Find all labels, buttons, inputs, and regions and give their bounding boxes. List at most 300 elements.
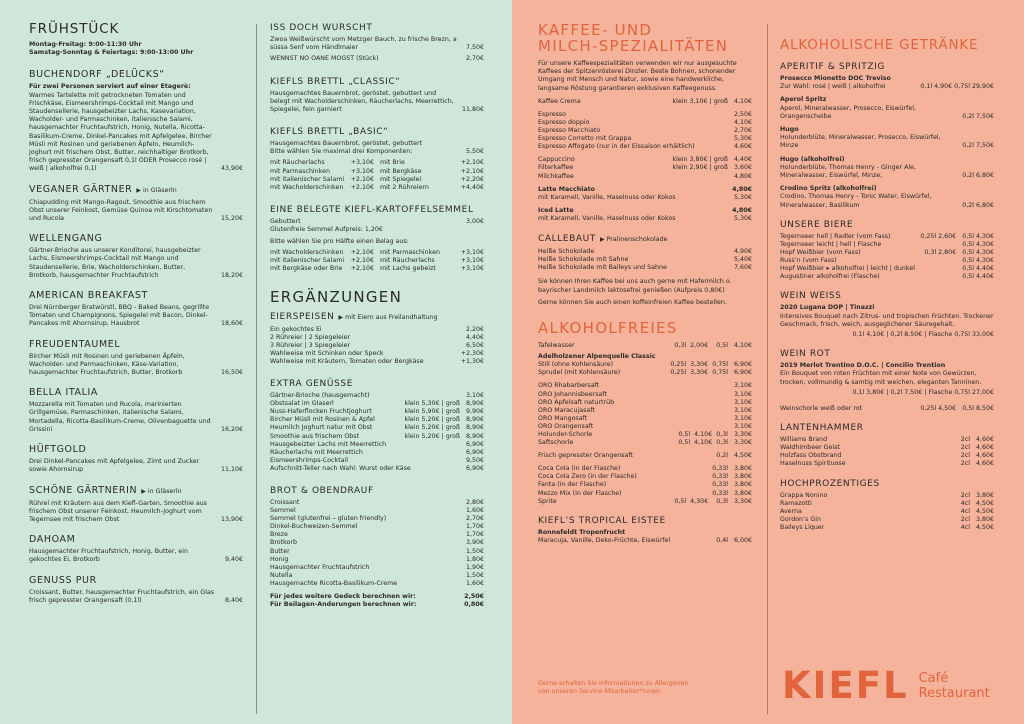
topping-right (380, 184, 484, 192)
topping-right (380, 159, 484, 167)
soft-row-cell: 0,33l (712, 481, 728, 489)
hoch-row-cell: Grappa Nonino (780, 491, 828, 499)
eier-row-cell: 3 Rühreier | 3 Spiegeleier (270, 341, 351, 349)
milk-row (538, 156, 752, 164)
breakfast-item-price: 13,90€ (220, 515, 243, 523)
water-row-cell: Sprudel (mit Kohlensäure) (538, 369, 621, 377)
extra-row-cell: Räucherlachs mit Meerrettich (270, 448, 363, 456)
bier-row-cell: Tegernseer hell | Radler (vom Fass) (780, 232, 891, 240)
alkohol-title: ALKOHOLISCHE GETRÄNKE (780, 37, 979, 53)
breakfast-item (29, 401, 243, 434)
topping-name: mit Parmaschinken (380, 249, 440, 257)
brot-row (270, 507, 484, 515)
hours-weekend: Samstag-Sonntag & Feiertags: 9:00-13:00 Uhr (29, 49, 194, 57)
breakfast-item-note (141, 488, 181, 495)
rot-desc: Ein Bouquet von roten Früchten mit einer Note von Gewürzen, trocken, vollmundig & samtig mit weichen, eleganten Tanninen. (780, 370, 982, 386)
classic-title: KIEFLS BRETTL „CLASSIC“ (270, 76, 401, 87)
semmel-buttered (270, 218, 484, 226)
breakfast-item-name: GENUSS PUR (29, 574, 97, 586)
orange-row (538, 452, 752, 460)
hoch-row-cell: Gordon’s Gin (780, 515, 821, 523)
aperitif-price: 0,2l 7,50€ (962, 142, 994, 150)
sprite-size1: 0,5l (674, 497, 687, 505)
lantern-row-cell: 4,60€ (975, 436, 994, 444)
sprite-row (538, 498, 752, 506)
aperitif-desc: Zur Wahl: rosé | weiß | alkoholfrei (780, 83, 886, 91)
brot-row (270, 531, 484, 539)
aperitif-name: Hugo (alkoholfrei) (780, 155, 845, 163)
topping-left (270, 249, 374, 257)
espresso-row (538, 143, 752, 151)
topping-price: +2,10€ (460, 159, 484, 167)
lantern-row-cell: 2cl (960, 452, 970, 460)
breakfast-item-desc: Drei Nürnberger Bratwürstl, BBQ - Baked Beans, gegrillte Tomaten und Champignons, Spiegelei mit Bacon, Dinkel-Pancakes mit Ahornsirup, Hausbrot (29, 304, 210, 328)
breakfast-item-title (29, 339, 243, 351)
topping-price: +2,10€ (350, 183, 374, 191)
eier-row (270, 334, 484, 342)
bier-row (780, 233, 994, 241)
espresso-row-cell: 5,30€ (733, 135, 752, 143)
eier-row-cell: Wahlweise mit Kräutern, Tomaten oder Bergkäse (270, 357, 424, 365)
breakfast-item-desc: Mozzarella mit Tomaten und Rucola, marinierten Grillgemüse, Parmaschinken, italienische Salami, Mortadella, Ricotta-Basilikum-Creme, Olivenbaguette und Grissini (29, 401, 211, 433)
brot-row-cell: 2,80€ (465, 498, 484, 506)
logo-restaurant: Restaurant (918, 686, 990, 701)
aperitif-item (780, 193, 994, 209)
orange-size: 0,2l (716, 452, 728, 460)
classic-desc: Hausgemachtes Bauernbrot, geröstet, gebuttert und belegt mit Wacholderschinken, Räucherlachs, Meerrettich, Spiegelei, fein garniert (270, 89, 454, 113)
bier-row (780, 241, 994, 249)
hoch-row (780, 508, 994, 516)
iss-price: 7,50€ (465, 44, 484, 52)
arrow-right-icon: ▶ (599, 236, 605, 244)
aperitif-desc: Holunderblüte, Mineralwasser, Prosecco, Eiswürfel, Minze (780, 134, 941, 150)
milk-row (538, 173, 752, 181)
lantern-row (780, 444, 994, 452)
bier-row-cell: Hopf Weißbier ▸ alkoholfrei | leicht | dunkel (780, 265, 915, 273)
espresso-row (538, 135, 752, 143)
latte-flavour-row (538, 215, 752, 223)
tee-price: 6,00€ (733, 536, 752, 544)
hoch-row-cell: Averna (780, 507, 802, 515)
milk-row-cell: Filterkaffee (538, 164, 574, 172)
choc-row-cell: 5,40€ (733, 256, 752, 264)
breakfast-item-title (29, 184, 243, 197)
milk-row-cell: 3,60€ (733, 164, 752, 172)
schorle-row-cell: 3,30€ (733, 439, 752, 447)
extra-row-cell: Eismeershrimps-Cocktail (270, 456, 348, 464)
choc-row (538, 256, 752, 264)
brot-row-cell: Croissant (270, 498, 300, 506)
choc-row (538, 248, 752, 256)
breakfast-item (29, 548, 243, 564)
aperitif-desc: Aperol, Mineralwasser, Prosecco, Eiswürfel, Orangenscheibe (780, 104, 917, 120)
oro-row-cell: ORO Mangosaft (538, 414, 588, 422)
crema-row (538, 98, 752, 106)
breakfast-item-price: 9,40€ (224, 556, 243, 564)
basic-intro-row (270, 148, 484, 156)
eier-note (339, 314, 438, 321)
weinschorle-label: Weinschorle weiß oder rot (780, 405, 863, 413)
brot-row (270, 515, 484, 523)
brot-title: BROT & OBENDRAUF (270, 485, 374, 496)
brot-row-cell: 1,70€ (465, 531, 484, 539)
soft-row-cell: 0,33l (712, 473, 728, 481)
milk-row-cell: Milchkaffee (538, 172, 574, 180)
hoch-row (780, 516, 994, 524)
breakfast-item-name: SCHÖNE GÄRTNERIN (29, 484, 138, 496)
extra-row (270, 465, 484, 473)
brot-row-cell: Brotkorb (270, 539, 297, 547)
brot-row-cell: Dinkel-Buchweizen-Semmel (270, 523, 358, 531)
breakfast-item-desc: Gärtner-Brioche aus unserer Konditorei, hausgebeizter Lachs, Eismeershrimps-Cocktail mit Mango und Staudensellerie, Brie, Wacholderschinken, Butter, Brotkorb, hausgemachter Fruchtaufstrich (29, 247, 201, 279)
oro-row-cell: ORO Johannisbeersaft (538, 390, 607, 398)
callebaut-note-text: Pralinenschokolade (606, 236, 668, 244)
breakfast-item (29, 353, 243, 378)
topping-name: mit Parmaschinken (270, 167, 330, 175)
basic-price: 5,50€ (465, 148, 484, 156)
oro-row-cell: 3,10€ (733, 414, 752, 422)
breakfast-item (29, 199, 243, 224)
kaffee-title-line2: MILCH-SPEZIALITÄTEN (538, 37, 729, 55)
hoch-row-cell: 3,80€ (975, 515, 994, 523)
extra-row-cell: Bircher Müsli mit Rosinen & Äpfel (270, 416, 375, 424)
oro-row (538, 399, 752, 407)
tafel-label: Tafelwasser (538, 341, 575, 349)
gedeck-row-cell: Für Beilagen-Änderungen berechnen wir: (270, 601, 417, 609)
breakfast-item-name: FREUDENTAUMEL (29, 338, 121, 350)
eier-row-cell: Wahlweise mit Schinken oder Speck (270, 349, 384, 357)
biere-title: UNSERE BIERE (780, 219, 854, 230)
brot-row-cell: 1,60€ (465, 579, 484, 587)
rot-title: WEIN ROT (780, 349, 831, 360)
callebaut-title (538, 233, 752, 246)
brot-row-cell: Hausgemachte Ricotta-Basilikum-Creme (270, 579, 398, 587)
tafel-size1: 0,3l (674, 341, 687, 349)
weiss-desc: Intensives Bouquet nach Zitrus- und tropischen Früchten. Trockener Geschmack, frisch, weich, ausgeglichener Säuregehalt. (780, 312, 994, 328)
topping-price: +2,20€ (460, 175, 484, 183)
brettl-column (270, 22, 484, 609)
milk-row (538, 164, 752, 172)
aperitif-name: Aperol Spritz (780, 96, 827, 104)
choc-row-cell: 7,60€ (733, 264, 752, 272)
brot-row-cell: Semmel (270, 507, 296, 515)
allergen-line2: von unseren Service-Mitarbeiter*innen. (538, 688, 662, 695)
milk-row-cell: 4,80€ (733, 172, 752, 180)
tafel-size2: 0,5l (716, 341, 728, 349)
topping-name: mit Wacholderschinken (270, 249, 344, 257)
latte-flavour-price: 5,30€ (733, 214, 752, 222)
soft-row-cell: 3,80€ (733, 481, 752, 489)
topping-left (270, 176, 374, 184)
aperitif-item (780, 105, 994, 121)
topping-row (270, 159, 484, 167)
water-row-cell: 0,75l (712, 369, 728, 377)
breakfast-item-title (29, 534, 243, 546)
bier-row-cell: 0,5l 4,40€ (962, 273, 994, 281)
adelholzener: Adelholzener Alpenquelle Classic (538, 353, 656, 361)
brot-row-cell: Hausgemachter Fruchtaufstrich (270, 563, 370, 571)
breakfast-item-name: BELLA ITALIA (29, 387, 99, 399)
latte-row (538, 186, 752, 194)
extra-row (270, 400, 484, 408)
bier-row-cell: 0,5l 4,30€ (962, 240, 994, 248)
bier-row (780, 257, 994, 265)
tee-size: 0,4l (716, 536, 728, 544)
eier-row-cell: 2,20€ (465, 325, 484, 333)
breakfast-item-price: 15,20€ (220, 215, 243, 223)
extra-row-cell: 8,90€ (465, 432, 484, 440)
breakfast-item-note (136, 187, 176, 194)
soft-row-cell: 3,80€ (733, 465, 752, 473)
fruehstueck-column (29, 22, 243, 605)
hoch-row-cell: 4cl (960, 523, 970, 531)
extra-row (270, 457, 484, 465)
lantern-row-cell: Holzfass Obstbrand (780, 452, 842, 460)
alkfrei-title: ALKOHOLFREIES (538, 318, 678, 337)
eier-row-cell: Ein gekochtes Ei (270, 325, 322, 333)
oro-row (538, 407, 752, 415)
oro-row (538, 382, 752, 390)
espresso-row (538, 111, 752, 119)
sprite-price2: 3,30€ (733, 497, 752, 505)
topping-left (270, 159, 374, 167)
soft-row-cell: Mezzo Mix (in der Flasche) (538, 489, 622, 497)
tee-name: Ronnefeldt Tropenfrucht (538, 528, 626, 536)
brot-row-cell: 1,80€ (465, 555, 484, 563)
aperitif-price: 0,2l 6,80€ (962, 172, 994, 180)
brot-row-cell: 1,70€ (465, 523, 484, 531)
tafel-price1: 2,00€ (690, 341, 709, 349)
lantern-row-cell: 2cl (960, 436, 970, 444)
brot-row (270, 564, 484, 572)
breakfast-item-price: 8,40€ (224, 596, 243, 604)
schorle-row (538, 431, 752, 439)
lantern-row (780, 452, 994, 460)
latte-flavour: mit Karamell, Vanille, Haselnuss oder Kokos (538, 193, 676, 201)
topping-right (380, 265, 484, 273)
milk-row-cell: klein 2,90€ | groß (672, 164, 728, 172)
topping-price: +3,10€ (460, 249, 484, 257)
breakfast-item-price: 11,10€ (220, 466, 243, 474)
arrow-right-icon: ▶ (338, 313, 344, 321)
extra-row-cell: Heumilch Joghurt natur mit Obst (270, 424, 373, 432)
bier-row-cell: 0,25l 2,60€ (920, 232, 957, 240)
breakfast-item-name: AMERICAN BREAKFAST (29, 290, 148, 302)
iss-item (270, 36, 484, 52)
lantern-row-cell: 2cl (960, 444, 970, 452)
bier-row-cell: 0,5l 4,30€ (962, 232, 994, 240)
brot-row-cell: 1,50€ (465, 547, 484, 555)
schorle-row-cell: 0,3l (716, 439, 728, 447)
schorle-row-cell: 0,5l (678, 439, 691, 447)
topping-row (270, 168, 484, 176)
espresso-row-cell: 2,70€ (733, 127, 752, 135)
milk-row-cell: 4,40€ (733, 156, 752, 164)
soft-row (538, 490, 752, 498)
eier-row-cell: 2 Rühreier | 2 Spiegeleier (270, 333, 351, 341)
gedeck-row-cell: 2,50€ (464, 593, 484, 600)
latte-flavour-price: 5,30€ (733, 193, 752, 201)
bier-row (780, 273, 994, 281)
lantern-row-cell: Haselnuss Spirituose (780, 460, 846, 468)
semmel-glutenfree: Glutenfreie Semmel Aufpreis: 1,20€ (270, 225, 383, 233)
breakfast-item-price: 16,50€ (220, 369, 243, 377)
hoch-row-cell: 3,80€ (975, 491, 994, 499)
extra-row (270, 392, 484, 400)
brot-row-cell: 1,60€ (465, 507, 484, 515)
allergen-line1: Gerne erhalten Sie Informationen zu Allergenen (538, 680, 689, 687)
espresso-row (538, 119, 752, 127)
schorle-row-cell: 3,30€ (733, 430, 752, 438)
schorle-row (538, 439, 752, 447)
gedeck-row-cell: 0,80€ (464, 601, 484, 609)
topping-left (270, 265, 374, 273)
eier-row-cell: +1,30€ (460, 357, 484, 365)
soft-row (538, 465, 752, 473)
topping-name: mit 2 Rühreiern (380, 183, 429, 191)
lantern-row-cell: 4,60€ (975, 460, 994, 468)
topping-row (270, 265, 484, 273)
logo-wordmark: KIEFL (782, 664, 909, 707)
topping-price: +4,40€ (460, 183, 484, 191)
tafel-price2: 4,10€ (733, 341, 752, 349)
breakfast-item-title (29, 387, 243, 399)
aperitif-name: Crodino Spritz (alkoholfrei) (780, 185, 877, 193)
bier-row (780, 249, 994, 257)
eier-row-cell: +2,30€ (460, 349, 484, 357)
breakfast-item (29, 589, 243, 605)
rot-name: 2019 Merlot Trentino D.O.C. | Concilio Trention (780, 362, 946, 370)
eier-row (270, 350, 484, 358)
extra-row-cell: Hausgebeizter Lachs mit Meerrettich (270, 440, 387, 448)
extra-row-cell: 6,90€ (465, 448, 484, 456)
lantern-row-cell: Williams Brand (780, 436, 828, 444)
extra-row-cell: 3,10€ (465, 392, 484, 400)
brot-row-cell: Honig (270, 555, 289, 563)
lantern-title: LANTENHAMMER (780, 423, 864, 434)
brot-row (270, 556, 484, 564)
topping-price: +2,10€ (350, 265, 374, 273)
breakfast-item-note-text: in Gläserln (147, 487, 182, 495)
espresso-row-cell: Espresso Macchiato (538, 127, 601, 135)
lantern-row-cell: Waldhimbeer Geist (780, 444, 840, 452)
latte-price: 4,80€ (732, 185, 752, 193)
topping-right (380, 168, 484, 176)
topping-price: +2,10€ (460, 167, 484, 175)
gedeck-row (270, 593, 484, 601)
allergen-note (538, 680, 738, 696)
aperitif-name: Prosecco Mionetto DOC Treviso (780, 75, 891, 82)
aperitif-desc: Crodino, Thomas Henry - Tonic Water, Eiswürfel, Mineralwasser, Basilikum (780, 193, 932, 209)
hoch-row-cell: 2cl (960, 491, 970, 499)
espresso-row-cell: Espresso Affogato (nur in der Eissaison erhältlich) (538, 143, 695, 151)
lantern-row-cell: 4,60€ (975, 444, 994, 452)
extra-title: EXTRA GENÜSSE (270, 379, 353, 390)
schorle-row-cell: 0,3l (716, 430, 728, 438)
topping-name: mit Brie (380, 159, 405, 167)
lantern-row-cell: 4,60€ (975, 452, 994, 460)
water-row-cell: 6,90€ (733, 361, 752, 369)
arrow-right-icon: ▶ (136, 186, 141, 194)
choc-row-cell: 4,90€ (733, 248, 752, 256)
oro-row (538, 415, 752, 423)
basic-intro: Bitte wählen Sie maximal drei Komponenten: (270, 148, 413, 156)
kaffee-column (538, 22, 752, 545)
bier-row-cell: 0,3l 2,80€ (924, 249, 957, 257)
eier-title-text: EIERSPEISEN (270, 311, 335, 322)
soft-row-cell: Coca Cola (in der Flasche) (538, 465, 621, 473)
latte-flavour: mit Karamell, Vanille, Haselnuss oder Kokos (538, 214, 676, 222)
schorle-row-cell: 4,10€ (694, 430, 713, 438)
breakfast-item (29, 458, 243, 474)
aperitif-price: 0,2l 6,80€ (962, 201, 994, 209)
breakfast-item-name: WELLENGANG (29, 233, 103, 245)
callebaut-title-text: CALLEBAUT (538, 234, 596, 245)
iss-desc: Zwoa Weißwürscht vom Metzger Bauch, zu frische Brezn, a süssa Senf vom Händlmaier (270, 36, 457, 52)
breakfast-item-note-text: in Gläserln (143, 186, 177, 194)
semmel-intro: Bitte wählen Sie pro Hälfte einen Belag aus: (270, 238, 409, 246)
tee-title: KIEFL’S TROPICAL EISTEE (538, 515, 666, 526)
eier-row (270, 358, 484, 366)
eier-title (270, 311, 484, 324)
choc-row-cell: Heiße Schokolade mit Baileys und Sahne (538, 264, 667, 272)
weinschorle-large: 0,5l 8,50€ (962, 405, 994, 413)
orange-label: Frisch gepresster Orangensaft (538, 452, 633, 460)
topping-name: mit Räucherlachs (380, 257, 435, 265)
eier-row-cell: 6,50€ (465, 341, 484, 349)
hoch-row-cell: 4,50€ (975, 507, 994, 515)
soft-row-cell: 3,80€ (733, 473, 752, 481)
crema-price: 4,10€ (733, 97, 752, 105)
oro-row-cell: ORO Maracujasaft (538, 406, 595, 414)
lantern-row (780, 460, 994, 468)
topping-row (270, 176, 484, 184)
extra-row-cell: 6,90€ (465, 440, 484, 448)
extra-row-cell: Aufschnitt-Teller nach Wahl: Wurst oder Käse (270, 464, 411, 472)
brot-row-cell: Semmel (glutenfrei – gluten friendly) (270, 515, 387, 523)
schorle-row-cell: Holunder-Schorle (538, 430, 593, 438)
brot-row-cell: 1,50€ (465, 571, 484, 579)
bier-row-cell: 0,5l 4,40€ (962, 265, 994, 273)
weiss-name: 2020 Lugana DOP | Tinazzi (780, 304, 875, 312)
topping-right (380, 176, 484, 184)
brot-row (270, 499, 484, 507)
classic-item (270, 90, 484, 115)
espresso-row (538, 127, 752, 135)
extra-row (270, 449, 484, 457)
topping-left (270, 184, 374, 192)
water-row-cell: 0,75l (712, 361, 728, 369)
water-row-cell: 0,25l (670, 369, 687, 377)
extra-row-cell: Gärtner-Brioche (hausgemacht) (270, 392, 370, 400)
espresso-row-cell: 4,60€ (733, 143, 752, 151)
hoch-row-cell: 4,50€ (975, 499, 994, 507)
aperitif-item (780, 83, 994, 91)
topping-name: mit italienischer Salami (270, 257, 345, 265)
orange-price: 4,50€ (733, 452, 752, 460)
topping-price: +2,10€ (350, 249, 374, 257)
soft-row-cell: Coca Cola Zero (in der Flasche) (538, 473, 637, 481)
logo-cafe: Café (918, 671, 949, 686)
tee-row (538, 537, 752, 545)
bier-row-cell: Hopf Weißbier (vom Fass) (780, 249, 861, 257)
extra-row-cell: klein 5,30€ | groß (404, 400, 460, 408)
weiss-title: WEIN WEISS (780, 291, 842, 302)
bier-row (780, 265, 994, 273)
water-row (538, 361, 752, 369)
oro-row-cell: 3,10€ (733, 398, 752, 406)
espresso-row-cell: 2,50€ (733, 110, 752, 118)
